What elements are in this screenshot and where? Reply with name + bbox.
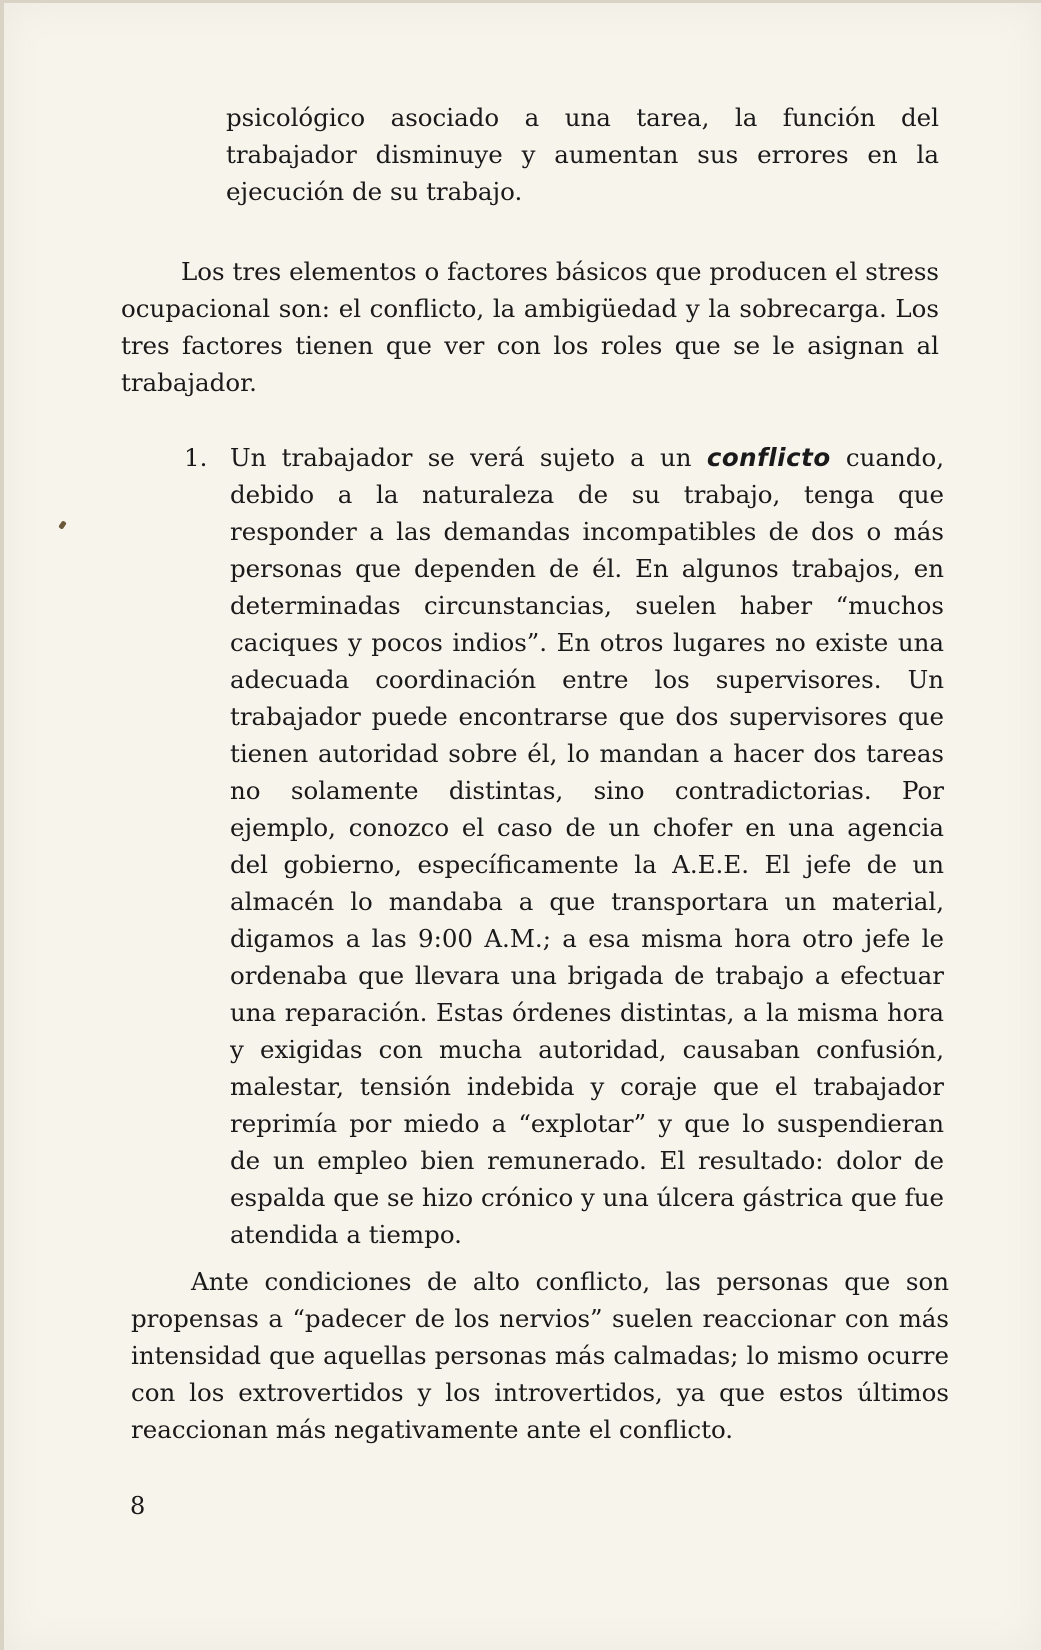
list-item-number: 1.	[184, 443, 208, 472]
list-item-text-end: cuando, debido a la naturaleza de su trabajo, tenga que responder a las demandas incompatibles de dos o más personas que dependen de él. En algunos trabajos, en determinadas circunstancias, suelen haber “muchos caciques y pocos indios”. En otros lugares no existe una adecuada coordinación entre los supervisores. Un trabajador puede encontrarse que dos supervisores que tienen autoridad sobre él, lo mandan a hacer dos tareas no solamente distintas, sino contradictorias. Por ejemplo, conozco el caso de un chofer en una agencia del gobierno, específicamente la A.E.E. El jefe de un almacén lo mandaba a que transportara un material, digamos a las 9:00 A.M.; a esa misma hora otro jefe le ordenaba que llevara una brigada de trabajo a efectuar una reparación. Estas órdenes distintas, a la misma hora y exigidas con mucha autoridad, causaban confusión, malestar, tensión indebida y coraje que el trabajador reprimía por miedo a “explotar” y que lo suspendieran de un empleo bien remunerado. El resultado: dolor de espalda que se hizo crónico y una úlcera gástrica que fue atendida a tiempo.	[230, 443, 944, 1249]
list-item	[184, 439, 944, 1253]
emphasized-term: conflicto	[706, 443, 831, 472]
list-item-text-start: Un trabajador se verá sujeto a un	[230, 443, 707, 472]
paragraph-stress-factors: Los tres elementos o factores básicos que producen el stress ocupacional son: el conflicto, la ambigüedad y la sobrecarga. Los tres factores tienen que ver con los roles que se le asignan al trabajador.	[121, 257, 939, 397]
paragraph-high-conflict: Ante condiciones de alto conflicto, las personas que son propensas a “padecer de los nervios” suelen reaccionar con más intensidad que aquellas personas más calmadas; lo mismo ocurre con los extrovertidos y los introvertidos, ya que estos últimos reaccionan más negativamente ante el conflicto.	[131, 1267, 949, 1444]
numbered-list	[184, 439, 944, 1253]
ink-speck	[58, 520, 67, 529]
paragraph-continuation: psicológico asociado a una tarea, la función del trabajador disminuye y aumentan sus errores en la ejecución de su trabajo.	[226, 103, 939, 206]
page-number: 8	[130, 1492, 146, 1520]
